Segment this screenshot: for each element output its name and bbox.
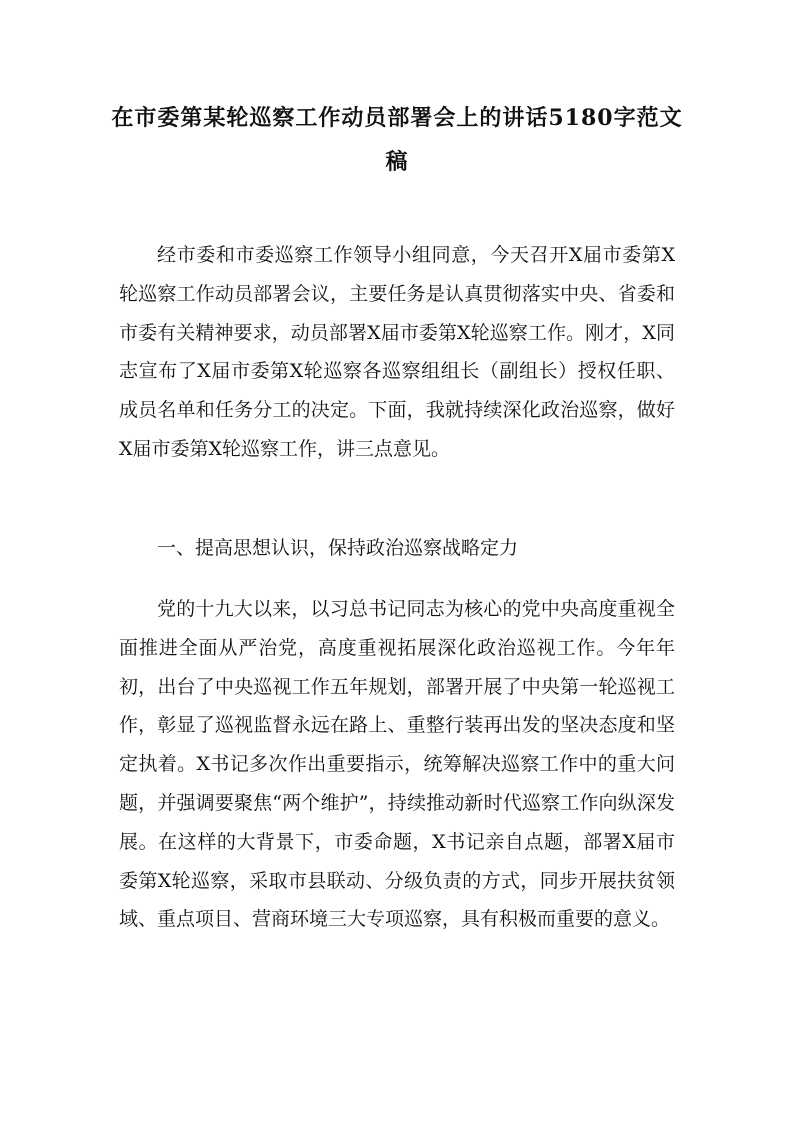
paragraph-section-1: 党的十九大以来，以习总书记同志为核心的党中央高度重视全面推进全面从严治党，高度重视拓展深化政治巡视工作。今年年初，出台了中央巡视工作五年规划，部署开展了中央第一轮巡视工作，彰显了巡视监督永远在路上、重整行装再出发的坚决态度和坚定执着。X书记多次作出重要指示，统筹解决巡察工作中的重大问题，并强调要聚焦“两个维护”，持续推动新时代巡察工作向纵深发展。在这样的大背景下，市委命题，X书记亲自点题，部署X届市委第X轮巡察，采取市县联动、分级负责的方式，同步开展扶贫领域、重点项目、营商环境三大专项巡察，具有积极而重要的意义。 <box>119 598 675 931</box>
paragraph-intro: 经市委和市委巡察工作领导小组同意，今天召开X届市委第X轮巡察工作动员部署会议，主要任务是认真贯彻落实中央、省委和市委有关精神要求，动员部署X届市委第X轮巡察工作。刚才，X同志宣布了X届市委第X轮巡察各巡察组组长（副组长）授权任职、成员名单和任务分工的决定。下面，我就持续深化政治巡察，做好X届市委第X轮巡察工作，讲三点意见。 <box>119 244 675 460</box>
document-title: 在市委第某轮巡察工作动员部署会上的讲话5180字范文稿 <box>111 105 683 175</box>
section-heading-1: 一、提高思想认识，保持政治巡察战略定力 <box>157 537 519 559</box>
